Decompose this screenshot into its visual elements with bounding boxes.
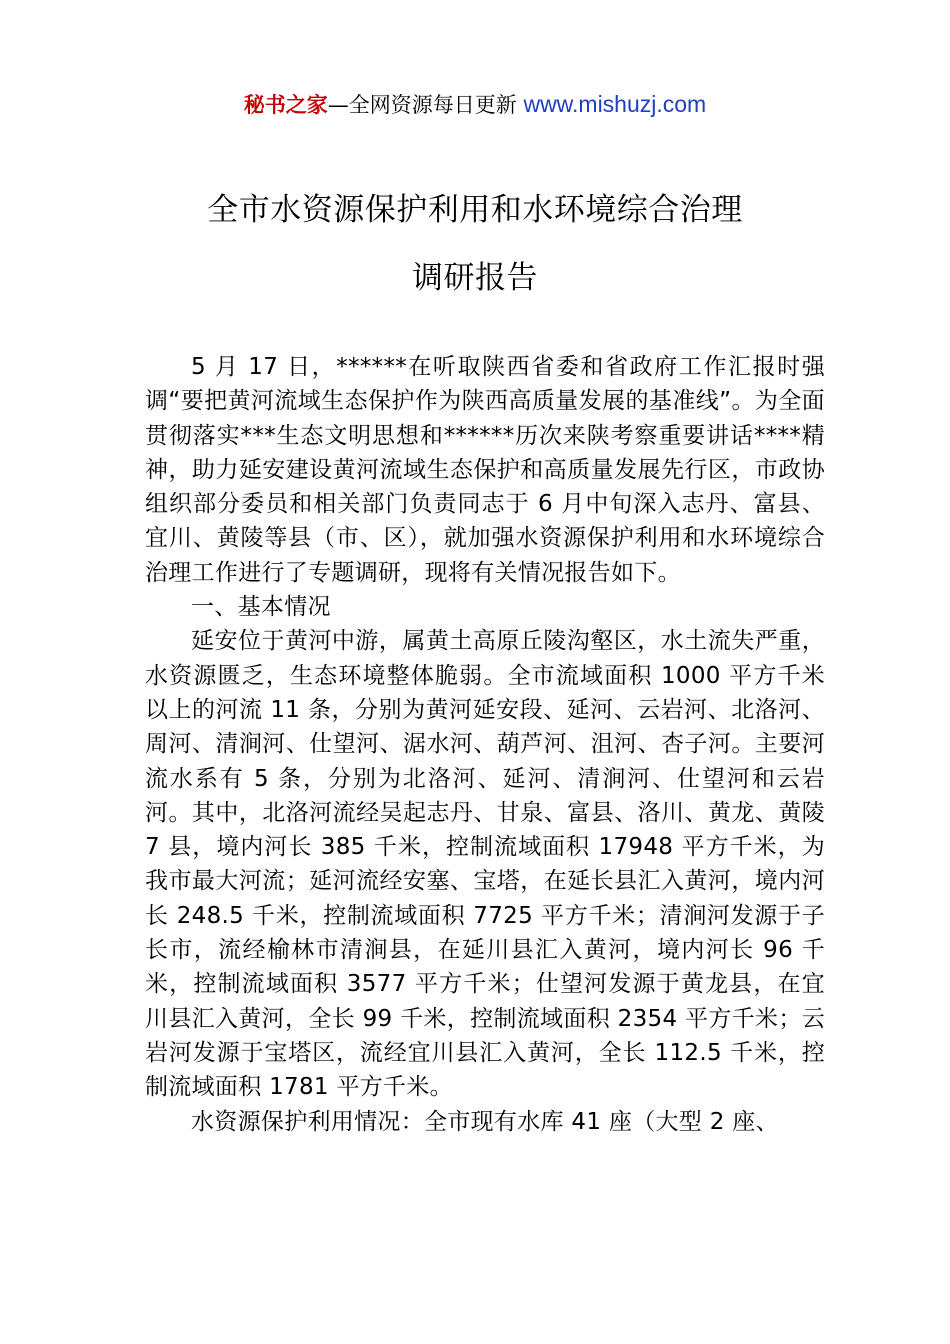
document-body <box>145 350 825 1139</box>
document-title-line-2: 调研报告 <box>412 260 538 296</box>
section-heading-basic-situation: 一、基本情况 <box>191 594 331 621</box>
rivers-paragraph: 延安位于黄河中游，属黄土高原丘陵沟壑区，水土流失严重，水资源匮乏，生态环境整体脆弱。全市流域面积 1000 平方千米以上的河流 11 条，分别为黄河延安段、延河、云岩河、北洛河、周河、清涧河、仕望河、涺水河、葫芦河、沮河、杏子河。主要河流水系有 5 条，分别为北洛河、延河、清涧河、仕望河和云岩河。其中，北洛河流经吴起志丹、甘泉、富县、洛川、黄龙、黄陵 7 县，境内河长 385 千米，控制流域面积 17948 平方千米，为我市最大河流；延河流经安塞、宝塔，在延长县汇入黄河，境内河长 248.5 千米，控制流域面积 7725 平方千米；清涧河发源于子长市，流经榆林市清涧县，在延川县汇入黄河，境内河长 96 千米，控制流域面积 3577 平方千米；仕望河发源于黄龙县，在宜川县汇入黄河，全长 99 千米，控制流域面积 2354 平方千米；云岩河发源于宝塔区，流经宜川县汇入黄河，全长 112.5 千米，控制流域面积 1781 平方千米。 <box>145 628 825 1101</box>
site-header <box>0 88 950 121</box>
site-url-link[interactable]: www.mishuzj.com <box>523 91 707 117</box>
site-brand: 秘书之家 <box>243 93 328 117</box>
water-resources-paragraph: 水资源保护利用情况：全市现有水库 41 座（大型 2 座、 <box>191 1108 779 1135</box>
site-tagline: —全网资源每日更新 <box>327 93 524 117</box>
document-title-line-1: 全市水资源保护利用和水环境综合治理 <box>207 192 743 228</box>
intro-paragraph: 5 月 17 日，******在听取陕西省委和省政府工作汇报时强调“要把黄河流域生态保护作为陕西高质量发展的基准线”。为全面贯彻落实***生态文明思想和******历次来陕考察重要讲话****精神，助力延安建设黄河流域生态保护和高质量发展先行区，市政协组织部分委员和相关部门负责同志于 6 月中旬深入志丹、富县、宜川、黄陵等县（市、区），就加强水资源保护利用和水环境综合治理工作进行了专题调研，现将有关情况报告如下。 <box>145 354 825 586</box>
